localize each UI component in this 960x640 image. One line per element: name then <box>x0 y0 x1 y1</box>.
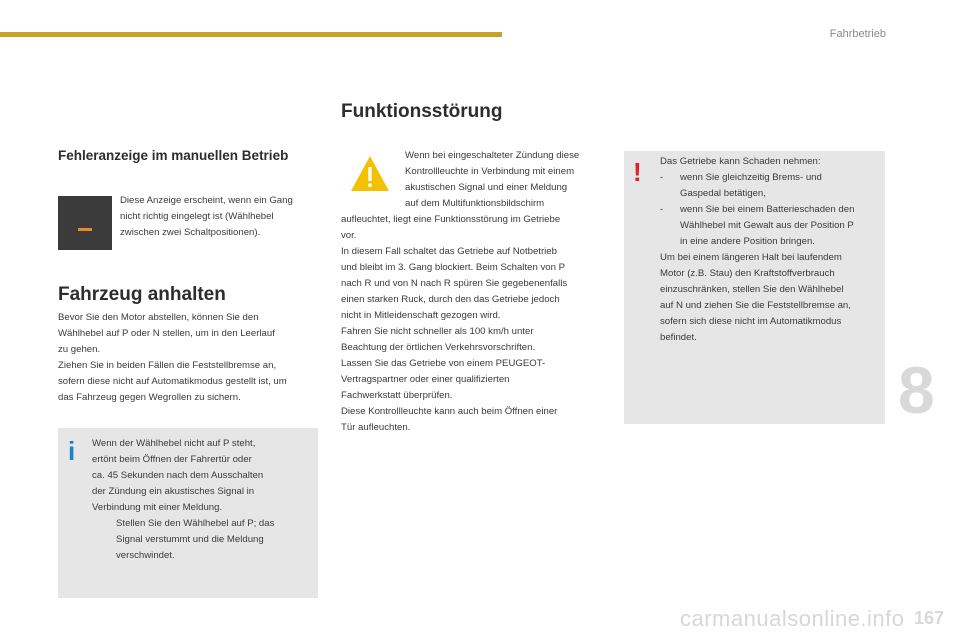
text-line: Stellen Sie den Wählhebel auf P; das <box>116 518 275 529</box>
text-line: ca. 45 Sekunden nach dem Ausschalten <box>92 470 264 481</box>
warning-bullet <box>660 170 880 202</box>
text-line: Das Getriebe kann Schaden nehmen: <box>660 156 821 167</box>
text-line: Fahren Sie nicht schneller als 100 km/h unter <box>341 326 534 337</box>
text-line: Wenn der Wählhebel nicht auf P steht, <box>92 438 256 449</box>
text-line: das Fahrzeug gegen Wegrollen zu sichern. <box>58 392 241 403</box>
info-icon: i <box>68 436 76 466</box>
text-line: Diese Kontrollleuchte kann auch beim Öffnen einer <box>341 406 558 417</box>
info-text <box>92 436 263 516</box>
text-line: auf dem Multifunktionsbildschirm <box>405 198 545 209</box>
stop-heading: Fahrzeug anhalten <box>58 284 226 305</box>
indicator-dash <box>78 228 92 231</box>
text-line: Signal verstummt und die Meldung <box>116 534 264 545</box>
text-line: nicht in Mitleidenschaft gezogen wird. <box>341 310 501 321</box>
text-line: Wählhebel mit Gewalt aus der Position P <box>680 220 854 231</box>
text-line: vor. <box>341 230 357 241</box>
text-line: wenn Sie bei einem Batterieschaden den <box>680 204 855 215</box>
text-line: zu gehen. <box>58 344 101 355</box>
text-line: und bleibt im 3. Gang blockiert. Beim Schalten von P <box>341 262 565 273</box>
text-line: zwischen zwei Schaltpositionen). <box>120 227 261 238</box>
text-line: wenn Sie gleichzeitig Brems- und <box>680 172 822 183</box>
gear-fault-indicator-icon <box>58 196 112 250</box>
warning-triangle-icon <box>349 153 391 195</box>
fault-heading: Fehleranzeige im manuellen Betrieb <box>58 148 289 163</box>
text-line: Um bei einem längeren Halt bei laufendem <box>660 252 842 263</box>
text-line: Fachwerkstatt überprüfen. <box>341 390 453 401</box>
section-title: Fahrbetrieb <box>829 28 886 40</box>
malfunction-body <box>341 212 567 436</box>
text-line: ertönt beim Öffnen der Fahrertür oder <box>92 454 252 465</box>
text-line: sofern diese nicht auf Automatikmodus gestellt ist, um <box>58 376 287 387</box>
info-bullet <box>92 516 307 564</box>
watermark: carmanualsonline.info <box>680 606 905 631</box>
text-line: In diesem Fall schaltet das Getriebe auf Notbetrieb <box>341 246 557 257</box>
text-line: in eine andere Position bringen. <box>680 236 815 247</box>
malfunction-intro <box>405 148 579 212</box>
chapter-number: 8 <box>898 353 935 427</box>
text-line: einzuschränken, stellen Sie den Wählhebel <box>660 284 844 295</box>
text-line: nach R und von N nach R spüren Sie gegebenenfalls <box>341 278 568 289</box>
text-line: einen starken Ruck, durch den das Getriebe jedoch <box>341 294 560 305</box>
text-line: nicht richtig eingelegt ist (Wählhebel <box>120 211 274 222</box>
warning-bullet <box>660 202 880 250</box>
text-line: verschwindet. <box>116 550 175 561</box>
text-line: Verbindung mit einer Meldung. <box>92 502 223 513</box>
text-line: der Zündung ein akustisches Signal in <box>92 486 255 497</box>
exclamation-icon: ! <box>633 157 642 187</box>
text-line: aufleuchtet, liegt eine Funktionsstörung im Getriebe <box>341 214 561 225</box>
text-line: Lassen Sie das Getriebe von einem PEUGEOT- <box>341 358 546 369</box>
text-line: Motor (z.B. Stau) den Kraftstoffverbrauch <box>660 268 835 279</box>
bullet-marker: - <box>660 204 664 215</box>
bullet-marker: - <box>660 172 664 183</box>
text-line: Gaspedal betätigen, <box>680 188 766 199</box>
text-line: akustischen Signal und einer Meldung <box>405 182 568 193</box>
text-line: Tür aufleuchten. <box>341 422 411 433</box>
text-line: Diese Anzeige erscheint, wenn ein Gang <box>120 195 293 206</box>
stop-text <box>58 310 287 406</box>
text-line: Beachtung der örtlichen Verkehrsvorschriften. <box>341 342 536 353</box>
text-line: auf N und ziehen Sie die Feststellbremse an, <box>660 300 851 311</box>
text-line: Bevor Sie den Motor abstellen, können Sie den <box>58 312 259 323</box>
text-line: sofern sich diese nicht im Automatikmodus <box>660 316 842 327</box>
text-line: Kontrollleuchte in Verbindung mit einem <box>405 166 575 177</box>
text-line: Ziehen Sie in beiden Fällen die Feststellbremse an, <box>58 360 277 371</box>
text-line: Vertragspartner oder einer qualifizierten <box>341 374 510 385</box>
malfunction-heading: Funktionsstörung <box>341 101 503 122</box>
fault-text <box>120 193 293 241</box>
text-line: befindet. <box>660 332 697 343</box>
text-line: Wenn bei eingeschalteter Zündung diese <box>405 150 580 161</box>
text-line: Wählhebel auf P oder N stellen, um in den Leerlauf <box>58 328 275 339</box>
warning-text <box>660 154 880 346</box>
page-number: 167 <box>913 608 944 628</box>
accent-bar <box>0 32 502 37</box>
